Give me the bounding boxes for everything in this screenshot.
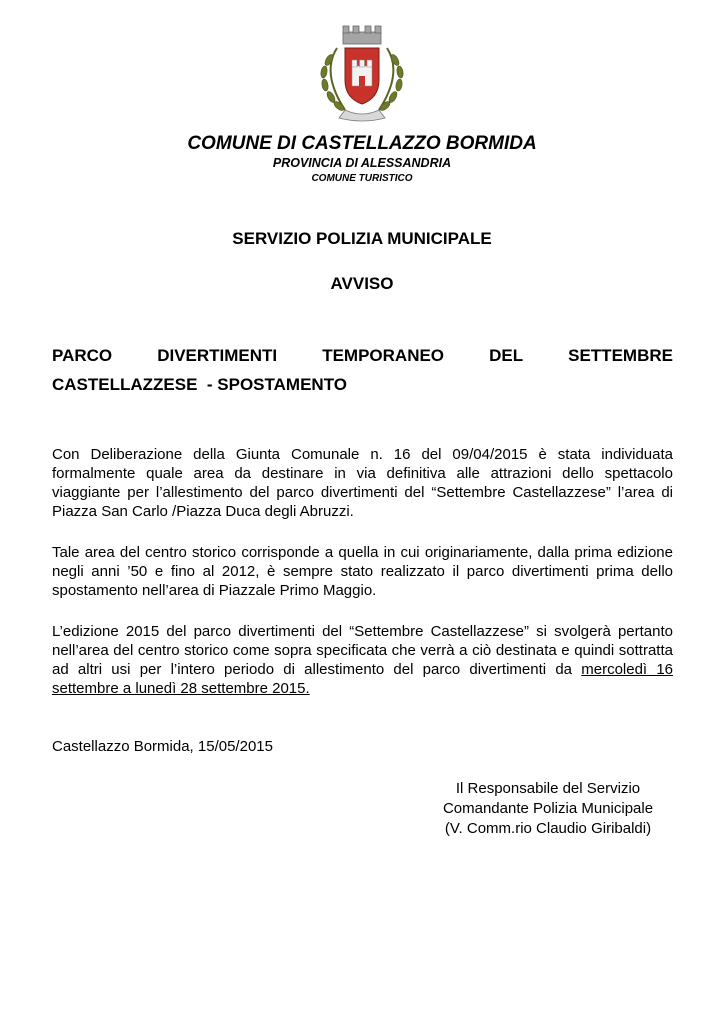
notice-subject	[52, 341, 673, 399]
event-period: mercoledì 16 settembre a lunedì 28 settembre 2015.	[52, 661, 673, 697]
coat-of-arms-icon	[307, 18, 417, 128]
subject-word: DEL	[489, 346, 524, 365]
notice-title: AVVISO	[330, 274, 394, 293]
municipality-name: COMUNE DI CASTELLAZZO BORMIDA	[187, 133, 537, 154]
signature-role: Il Responsabile del Servizio	[455, 780, 641, 797]
service-title: SERVIZIO POLIZIA MUNICIPALE	[232, 229, 492, 248]
signature-name: (V. Comm.rio Claudio Giribaldi)	[444, 820, 652, 837]
subject-line-2: CASTELLAZZESE - SPOSTAMENTO	[52, 375, 347, 394]
signature-block	[418, 779, 678, 839]
subject-word: PARCO	[52, 346, 113, 365]
subject-word: SETTEMBRE	[568, 346, 673, 365]
paragraph-2015-edition	[52, 622, 673, 698]
paragraph-2015-text: L’edizione 2015 del parco divertimenti del “Settembre Castellazzese” si svolgerà pertanto nell’area del centro storico come sopra specificata che verrà a ciò destinata e quindi sottratta ad altri usi per l’intero periodo di allestimento del parco divertimenti da	[52, 623, 673, 678]
subject-line-1	[52, 341, 673, 370]
subject-word: DIVERTIMENTI	[157, 346, 278, 365]
subject-word: TEMPORANEO	[322, 346, 445, 365]
place-and-date: Castellazzo Bormida, 15/05/2015	[52, 738, 273, 755]
tourist-municipality-label: COMUNE TURISTICO	[311, 173, 413, 184]
paragraph-historic-area: Tale area del centro storico corrisponde a quella in cui originariamente, dalla prima edizione negli anni ’50 e fino al 2012, è sempre stato realizzato il parco divertimenti prima dello spostamento nell’area di Piazzale Primo Maggio.	[52, 544, 673, 599]
paragraph-deliberation: Con Deliberazione della Giunta Comunale n. 16 del 09/04/2015 è stata individuata formalmente quale area da destinare in via definitiva alle attrazioni dello spettacolo viaggiante per l’allestimento del parco divertimenti del “Settembre Castellazzese” l’area di Piazza San Carlo /Piazza Duca degli Abruzzi.	[52, 446, 673, 520]
province-name: PROVINCIA DI ALESSANDRIA	[272, 156, 452, 170]
signature-title: Comandante Polizia Municipale	[442, 800, 654, 817]
